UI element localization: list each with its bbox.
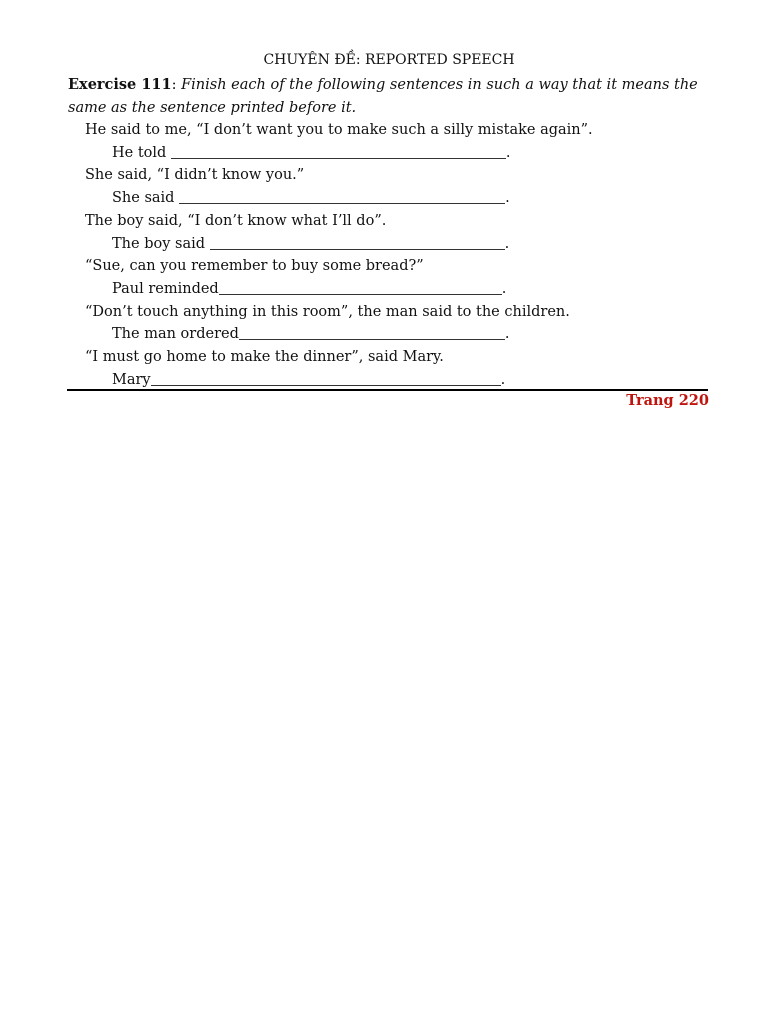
item-answer-line	[0, 233, 768, 256]
exercise-items	[0, 119, 768, 391]
answer-blank[interactable]	[210, 235, 505, 250]
item-answer-line	[0, 187, 768, 210]
page-title: CHUYÊN ĐỀ: REPORTED SPEECH	[263, 52, 515, 68]
item-question: He said to me, “I don’t want you to make such a silly mistake again”.	[85, 122, 593, 138]
item-answer-line	[0, 323, 768, 346]
item-question: “Sue, can you remember to buy some bread?”	[85, 258, 424, 275]
answer-prompt: She said	[112, 190, 180, 207]
answer-prompt: The boy said	[112, 235, 210, 252]
item-question: “Don’t touch anything in this room”, the man said to the children.	[85, 303, 570, 320]
answer-blank[interactable]	[219, 280, 502, 295]
item-question: The boy said, “I don’t know what I’ll do”.	[85, 212, 387, 229]
answer-end: .	[500, 371, 506, 388]
page-number: Trang 220	[626, 392, 709, 409]
item-question: “I must go home to make the dinner”, said Mary.	[85, 349, 444, 366]
answer-end: .	[505, 190, 510, 207]
answer-end: .	[501, 280, 507, 297]
answer-prompt: The man ordered	[112, 326, 239, 343]
footer-divider	[67, 389, 708, 391]
exercise-heading	[68, 74, 708, 119]
exercise-separator: :	[171, 77, 182, 93]
answer-blank[interactable]	[151, 371, 501, 386]
exercise-label: Exercise 111	[68, 76, 172, 93]
exercise-instruction: Finish each of the following sentences in such a way that it means the same as the sentence printed before it.	[68, 77, 698, 116]
answer-end: .	[505, 144, 511, 161]
answer-blank[interactable]	[171, 144, 506, 159]
item-question: She said, “I didn’t know you.”	[85, 167, 305, 184]
answer-blank[interactable]	[179, 189, 505, 204]
answer-prompt: He told	[112, 144, 171, 161]
item-answer-line	[0, 142, 768, 165]
answer-blank[interactable]	[239, 325, 505, 340]
answer-end: .	[504, 326, 510, 343]
answer-end: .	[504, 235, 510, 252]
answer-prompt: Paul reminded	[112, 280, 219, 297]
answer-prompt: Mary	[112, 371, 151, 388]
item-answer-line	[0, 278, 768, 301]
